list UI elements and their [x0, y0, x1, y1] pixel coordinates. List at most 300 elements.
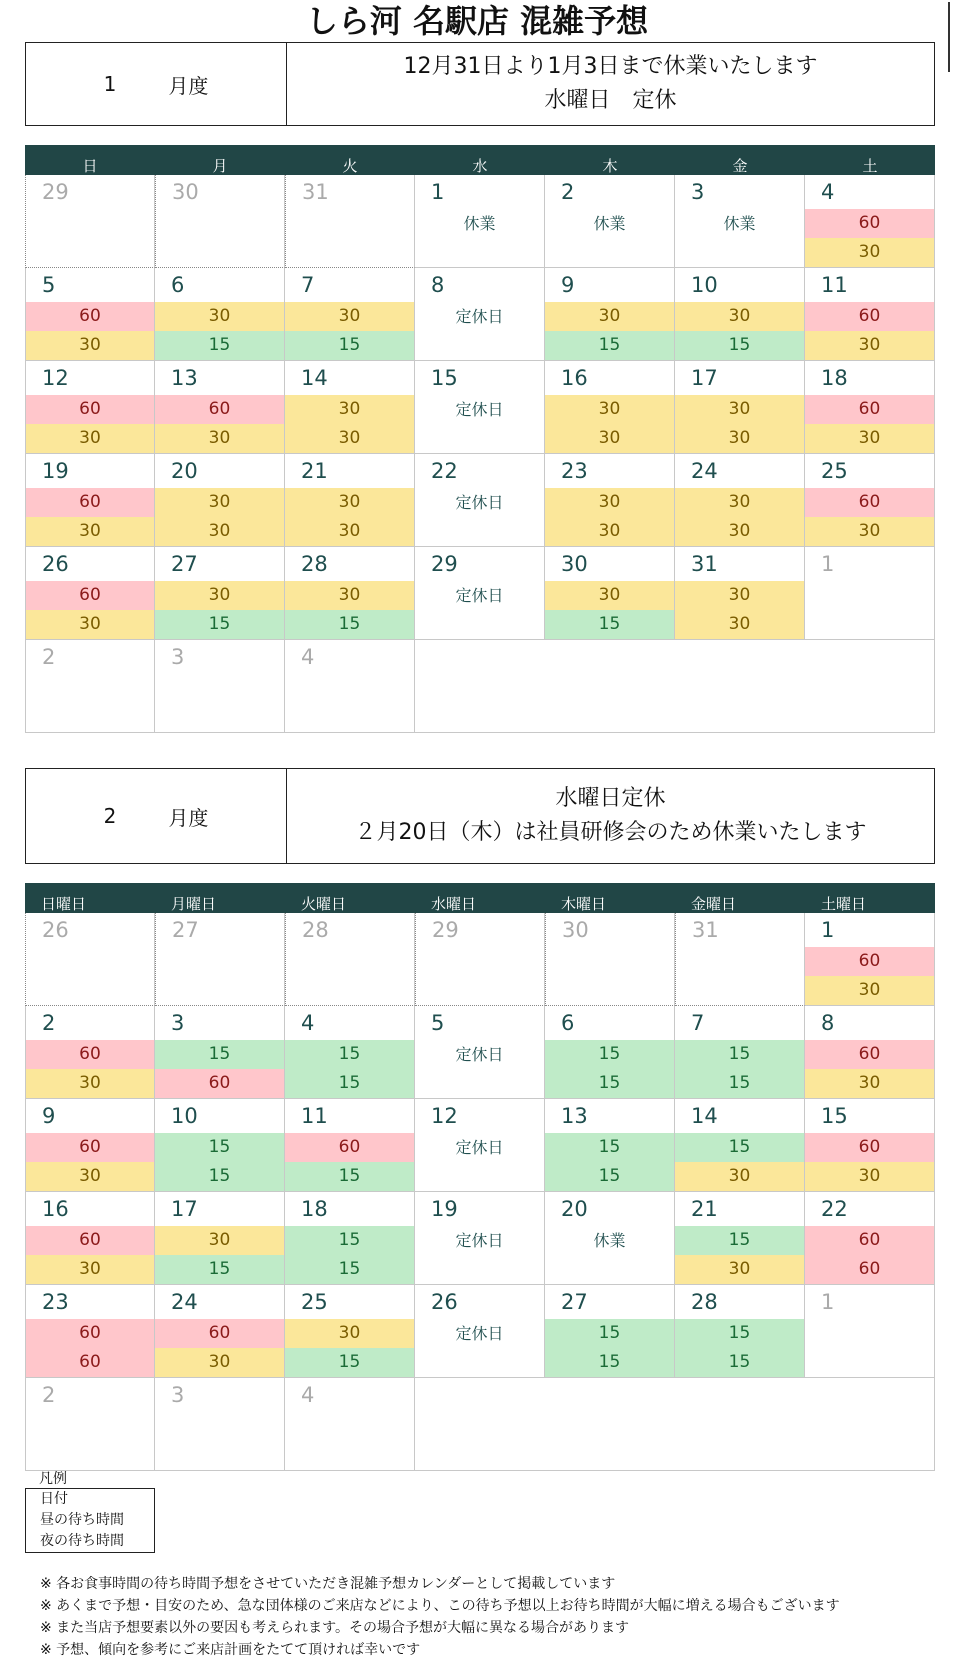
- day-status-label: 定休日: [455, 493, 504, 512]
- day-number: 27: [171, 552, 198, 576]
- day-cell: [155, 1285, 285, 1378]
- jan-notice-line: 12月31日より1月3日まで休業いたします: [403, 54, 818, 79]
- day-cell: [155, 1192, 285, 1285]
- day-cell: [805, 1006, 935, 1099]
- day-cell: [285, 361, 415, 454]
- weekday-label: 日: [82, 157, 98, 175]
- day-number: 9: [42, 1104, 56, 1128]
- lunch-wait-time: 60: [26, 395, 154, 424]
- day-number: 2: [42, 1383, 56, 1407]
- day-cell: [805, 1285, 935, 1378]
- dinner-wait-time: 30: [285, 517, 414, 546]
- day-cell: [805, 268, 935, 361]
- day-number: 24: [171, 1290, 198, 1314]
- day-cell: [415, 547, 545, 640]
- dinner-wait-time: 30: [675, 517, 804, 546]
- day-number: 21: [691, 1197, 718, 1221]
- day-cell: [285, 1192, 415, 1285]
- lunch-wait-time: 30: [285, 488, 414, 517]
- day-number: 30: [562, 918, 589, 942]
- day-cell: [675, 1099, 805, 1192]
- dinner-wait-time: 30: [675, 1162, 804, 1191]
- day-number: 4: [821, 180, 835, 204]
- day-number: 8: [431, 273, 445, 297]
- dinner-wait-time: 30: [26, 610, 154, 639]
- lunch-wait-time: 15: [675, 1133, 804, 1162]
- day-cell: [25, 1192, 155, 1285]
- lunch-wait-time: 30: [545, 581, 674, 610]
- lunch-wait-time: 60: [805, 395, 934, 424]
- day-cell: [25, 1285, 155, 1378]
- day-number: 7: [301, 273, 315, 297]
- day-cell: [675, 1006, 805, 1099]
- dinner-wait-time: 15: [155, 1162, 284, 1191]
- day-cell: [25, 268, 155, 361]
- day-number: 19: [42, 459, 69, 483]
- jan-calendar: [25, 145, 935, 733]
- legend-title: 凡例: [39, 1471, 67, 1487]
- day-cell: [545, 175, 675, 268]
- day-number: 27: [561, 1290, 588, 1314]
- day-cell: [25, 1378, 155, 1471]
- day-status-label: 休業: [593, 214, 626, 233]
- day-cell: [285, 1099, 415, 1192]
- lunch-wait-time: 15: [675, 1040, 804, 1069]
- weekday-label: 水: [472, 157, 488, 175]
- day-number: 26: [431, 1290, 458, 1314]
- day-number: 10: [691, 273, 718, 297]
- day-cell: [545, 454, 675, 547]
- lunch-wait-time: 30: [675, 395, 804, 424]
- dinner-wait-time: 30: [805, 424, 934, 453]
- day-cell: [155, 1378, 285, 1471]
- dinner-wait-time: 15: [285, 331, 414, 360]
- day-cell: [415, 1192, 545, 1285]
- day-number: 31: [302, 180, 329, 204]
- feb-notice-line: ２月20日（木）は社員研修会のため休業いたします: [354, 820, 867, 845]
- day-number: 2: [42, 1011, 56, 1035]
- feb-calendar: [25, 883, 935, 1471]
- lunch-wait-time: 15: [545, 1040, 674, 1069]
- dinner-wait-time: 15: [155, 331, 284, 360]
- day-status-label: 定休日: [455, 307, 504, 326]
- day-number: 1: [431, 180, 445, 204]
- lunch-wait-time: 60: [26, 1133, 154, 1162]
- day-cell: [415, 175, 545, 268]
- day-number: 22: [821, 1197, 848, 1221]
- day-cell: [805, 361, 935, 454]
- day-number: 5: [42, 273, 56, 297]
- footnote: ※ 各お食事時間の待ち時間予想をさせていただき混雑予想カレンダーとして掲載しています: [40, 1576, 616, 1592]
- lunch-wait-time: 15: [285, 1040, 414, 1069]
- weekday-label: 火: [342, 157, 358, 175]
- day-number: 13: [171, 366, 198, 390]
- day-cell: [155, 547, 285, 640]
- day-number: 11: [301, 1104, 328, 1128]
- day-cell: [415, 1285, 545, 1378]
- day-cell: [675, 268, 805, 361]
- day-number: 14: [301, 366, 328, 390]
- dinner-wait-time: 15: [285, 1348, 414, 1377]
- day-cell: [285, 913, 415, 1006]
- lunch-wait-time: 60: [26, 302, 154, 331]
- dinner-wait-time: 30: [285, 424, 414, 453]
- legend: [25, 1470, 155, 1553]
- lunch-wait-time: 30: [545, 302, 674, 331]
- lunch-wait-time: 15: [545, 1133, 674, 1162]
- feb-calendar-grid: [25, 913, 935, 1471]
- edge-marker: [948, 2, 950, 72]
- lunch-wait-time: 30: [155, 581, 284, 610]
- day-cell: [545, 268, 675, 361]
- day-number: 19: [431, 1197, 458, 1221]
- lunch-wait-time: 30: [545, 395, 674, 424]
- lunch-wait-time: 60: [805, 1226, 934, 1255]
- dinner-wait-time: 30: [545, 424, 674, 453]
- day-cell: [285, 1378, 415, 1471]
- legend-item-lunch: 昼の待ち時間: [40, 1512, 124, 1528]
- day-cell: [415, 454, 545, 547]
- day-number: 2: [561, 180, 575, 204]
- lunch-wait-time: 60: [26, 1040, 154, 1069]
- lunch-wait-time: 60: [155, 1319, 284, 1348]
- day-cell: [415, 361, 545, 454]
- day-number: 15: [431, 366, 458, 390]
- day-number: 26: [42, 918, 69, 942]
- day-status-label: 定休日: [455, 1231, 504, 1250]
- day-number: 28: [302, 918, 329, 942]
- lunch-wait-time: 15: [545, 1319, 674, 1348]
- footnote: ※ また当店予想要素以外の要因も考えられます。その場合予想が大幅に異なる場合があります: [40, 1620, 630, 1636]
- dinner-wait-time: 30: [26, 331, 154, 360]
- day-number: 30: [172, 180, 199, 204]
- lunch-wait-time: 30: [545, 488, 674, 517]
- day-number: 30: [561, 552, 588, 576]
- legend-item-dinner: 夜の待ち時間: [40, 1533, 124, 1549]
- day-number: 4: [301, 1011, 315, 1035]
- day-cell: [285, 268, 415, 361]
- dinner-wait-time: 30: [805, 1162, 934, 1191]
- day-number: 22: [431, 459, 458, 483]
- lunch-wait-time: 30: [155, 302, 284, 331]
- feb-notice-line: 水曜日定休: [555, 786, 666, 811]
- day-cell: [155, 268, 285, 361]
- feb-header: [25, 768, 935, 864]
- day-number: 13: [561, 1104, 588, 1128]
- dinner-wait-time: 15: [285, 1162, 414, 1191]
- day-number: 10: [171, 1104, 198, 1128]
- day-status-label: 休業: [463, 214, 496, 233]
- dinner-wait-time: 15: [155, 610, 284, 639]
- day-cell: [155, 913, 285, 1006]
- day-number: 3: [171, 645, 185, 669]
- dinner-wait-time: 30: [805, 238, 934, 267]
- day-cell: [155, 361, 285, 454]
- day-status-label: 定休日: [455, 1045, 504, 1064]
- lunch-wait-time: 15: [155, 1040, 284, 1069]
- day-cell: [805, 547, 935, 640]
- day-number: 28: [691, 1290, 718, 1314]
- lunch-wait-time: 60: [805, 947, 934, 976]
- day-status-label: 定休日: [455, 1324, 504, 1343]
- lunch-wait-time: 30: [285, 395, 414, 424]
- lunch-wait-time: 15: [285, 1226, 414, 1255]
- day-cell: [25, 1006, 155, 1099]
- lunch-wait-time: 60: [805, 209, 934, 238]
- day-number: 20: [171, 459, 198, 483]
- dinner-wait-time: 15: [545, 1348, 674, 1377]
- weekday-label: 金: [732, 157, 748, 175]
- jan-header: [25, 42, 935, 126]
- day-number: 29: [42, 180, 69, 204]
- lunch-wait-time: 60: [26, 1319, 154, 1348]
- day-number: 26: [42, 552, 69, 576]
- lunch-wait-time: 30: [675, 302, 804, 331]
- day-number: 11: [821, 273, 848, 297]
- day-cell: [25, 361, 155, 454]
- day-cell: [155, 454, 285, 547]
- day-number: 6: [561, 1011, 575, 1035]
- feb-month-box: [26, 769, 287, 863]
- weekday-label: 火曜日: [301, 895, 347, 913]
- lunch-wait-time: 60: [805, 302, 934, 331]
- day-number: 4: [301, 1383, 315, 1407]
- day-number: 9: [561, 273, 575, 297]
- weekday-label: 月曜日: [171, 895, 217, 913]
- day-status-label: 定休日: [455, 586, 504, 605]
- feb-weekday-header: [25, 883, 935, 913]
- day-number: 28: [301, 552, 328, 576]
- day-status-label: 定休日: [455, 1138, 504, 1157]
- day-status-label: 休業: [723, 214, 756, 233]
- dinner-wait-time: 30: [26, 1069, 154, 1098]
- day-number: 14: [691, 1104, 718, 1128]
- dinner-wait-time: 15: [675, 1069, 804, 1098]
- dinner-wait-time: 15: [545, 1162, 674, 1191]
- weekday-label: 月: [212, 157, 228, 175]
- dinner-wait-time: 30: [675, 610, 804, 639]
- lunch-wait-time: 60: [155, 395, 284, 424]
- day-number: 23: [42, 1290, 69, 1314]
- day-cell: [25, 913, 155, 1006]
- day-cell: [415, 1006, 545, 1099]
- lunch-wait-time: 15: [675, 1226, 804, 1255]
- weekday-label: 水曜日: [431, 895, 477, 913]
- day-number: 16: [42, 1197, 69, 1221]
- lunch-wait-time: 30: [675, 581, 804, 610]
- page-title: しら河 名駅店 混雑予想: [305, 2, 649, 40]
- dinner-wait-time: 30: [155, 424, 284, 453]
- lunch-wait-time: 60: [26, 1226, 154, 1255]
- dinner-wait-time: 30: [675, 1255, 804, 1284]
- day-number: 31: [692, 918, 719, 942]
- day-cell: [415, 1099, 545, 1192]
- day-number: 8: [821, 1011, 835, 1035]
- jan-notice-line: 水曜日 定休: [544, 88, 677, 113]
- day-cell: [805, 913, 935, 1006]
- day-number: 1: [821, 552, 835, 576]
- day-cell: [545, 547, 675, 640]
- day-cell: [25, 640, 155, 733]
- dinner-wait-time: 30: [26, 1255, 154, 1284]
- day-number: 20: [561, 1197, 588, 1221]
- day-cell: [155, 640, 285, 733]
- weekday-label: 土: [862, 157, 878, 175]
- legend-item-date: 日付: [40, 1491, 68, 1507]
- dinner-wait-time: 30: [26, 1162, 154, 1191]
- dinner-wait-time: 60: [805, 1255, 934, 1284]
- day-cell: [545, 1192, 675, 1285]
- lunch-wait-time: 15: [155, 1133, 284, 1162]
- day-number: 17: [171, 1197, 198, 1221]
- day-number: 23: [561, 459, 588, 483]
- day-number: 18: [301, 1197, 328, 1221]
- lunch-wait-time: 30: [285, 302, 414, 331]
- day-cell: [285, 175, 415, 268]
- lunch-wait-time: 30: [285, 1319, 414, 1348]
- day-number: 17: [691, 366, 718, 390]
- empty-area: [415, 1378, 935, 1471]
- day-cell: [155, 175, 285, 268]
- weekday-label: 金曜日: [691, 895, 737, 913]
- dinner-wait-time: 30: [805, 1069, 934, 1098]
- day-number: 1: [821, 918, 835, 942]
- day-cell: [545, 1006, 675, 1099]
- day-cell: [805, 175, 935, 268]
- day-number: 3: [691, 180, 705, 204]
- jan-month-box: [26, 43, 287, 125]
- day-number: 4: [301, 645, 315, 669]
- dinner-wait-time: 15: [155, 1255, 284, 1284]
- jan-weekday-header: [25, 145, 935, 175]
- lunch-wait-time: 60: [285, 1133, 414, 1162]
- day-number: 15: [821, 1104, 848, 1128]
- lunch-wait-time: 30: [155, 488, 284, 517]
- lunch-wait-time: 60: [26, 581, 154, 610]
- day-cell: [285, 1006, 415, 1099]
- day-number: 12: [42, 366, 69, 390]
- day-cell: [25, 547, 155, 640]
- day-cell: [155, 1099, 285, 1192]
- feb-notice: [287, 769, 934, 863]
- day-cell: [675, 547, 805, 640]
- day-cell: [155, 1006, 285, 1099]
- day-cell: [545, 361, 675, 454]
- day-number: 25: [301, 1290, 328, 1314]
- day-cell: [285, 454, 415, 547]
- day-cell: [675, 454, 805, 547]
- day-cell: [285, 547, 415, 640]
- lunch-wait-time: 60: [26, 488, 154, 517]
- dinner-wait-time: 15: [675, 1348, 804, 1377]
- footnote: ※ あくまで予想・目安のため、急な団体様のご来店などにより、この待ち予想以上お待ち時間が大幅に増える場合もございます: [40, 1598, 840, 1614]
- day-cell: [415, 268, 545, 361]
- weekday-label: 土曜日: [821, 895, 867, 913]
- day-cell: [545, 913, 675, 1006]
- lunch-wait-time: 30: [285, 581, 414, 610]
- day-number: 18: [821, 366, 848, 390]
- day-cell: [805, 1099, 935, 1192]
- dinner-wait-time: 60: [155, 1069, 284, 1098]
- dinner-wait-time: 15: [285, 610, 414, 639]
- dinner-wait-time: 15: [545, 331, 674, 360]
- day-number: 7: [691, 1011, 705, 1035]
- dinner-wait-time: 15: [675, 331, 804, 360]
- day-number: 21: [301, 459, 328, 483]
- dinner-wait-time: 30: [155, 517, 284, 546]
- day-cell: [25, 454, 155, 547]
- day-cell: [415, 913, 545, 1006]
- jan-notice: [287, 43, 934, 125]
- weekday-label: 日曜日: [41, 895, 87, 913]
- jan-calendar-grid: [25, 175, 935, 733]
- dinner-wait-time: 30: [545, 517, 674, 546]
- feb-month-label: 月度: [168, 805, 209, 830]
- dinner-wait-time: 15: [545, 1069, 674, 1098]
- day-cell: [675, 1192, 805, 1285]
- lunch-wait-time: 60: [805, 488, 934, 517]
- day-number: 31: [691, 552, 718, 576]
- day-cell: [805, 454, 935, 547]
- day-number: 12: [431, 1104, 458, 1128]
- lunch-wait-time: 60: [805, 1040, 934, 1069]
- day-cell: [675, 175, 805, 268]
- day-cell: [285, 1285, 415, 1378]
- day-cell: [25, 1099, 155, 1192]
- dinner-wait-time: 30: [26, 424, 154, 453]
- day-cell: [805, 1192, 935, 1285]
- day-cell: [25, 175, 155, 268]
- day-status-label: 定休日: [455, 400, 504, 419]
- jan-month-label: 月度: [168, 73, 209, 98]
- weekday-label: 木曜日: [561, 895, 607, 913]
- dinner-wait-time: 15: [285, 1255, 414, 1284]
- dinner-wait-time: 30: [805, 517, 934, 546]
- legend-box: [25, 1488, 155, 1553]
- day-number: 6: [171, 273, 185, 297]
- feb-month-number: 2: [103, 804, 117, 828]
- dinner-wait-time: 30: [805, 331, 934, 360]
- day-status-label: 休業: [593, 1231, 626, 1250]
- day-number: 1: [821, 1290, 835, 1314]
- dinner-wait-time: 30: [805, 976, 934, 1005]
- dinner-wait-time: 60: [26, 1348, 154, 1377]
- lunch-wait-time: 15: [675, 1319, 804, 1348]
- dinner-wait-time: 30: [675, 424, 804, 453]
- dinner-wait-time: 30: [26, 517, 154, 546]
- day-cell: [675, 1285, 805, 1378]
- day-cell: [675, 913, 805, 1006]
- day-cell: [285, 640, 415, 733]
- jan-month-number: 1: [103, 72, 117, 96]
- footnote: ※ 予想、傾向を参考にご来店計画をたてて頂ければ幸いです: [40, 1642, 421, 1658]
- day-number: 27: [172, 918, 199, 942]
- weekday-label: 木: [602, 157, 618, 175]
- day-number: 3: [171, 1011, 185, 1035]
- day-cell: [675, 361, 805, 454]
- empty-area: [415, 640, 935, 733]
- dinner-wait-time: 15: [545, 610, 674, 639]
- day-number: 29: [432, 918, 459, 942]
- day-number: 3: [171, 1383, 185, 1407]
- day-number: 2: [42, 645, 56, 669]
- lunch-wait-time: 30: [675, 488, 804, 517]
- dinner-wait-time: 15: [285, 1069, 414, 1098]
- day-number: 16: [561, 366, 588, 390]
- lunch-wait-time: 30: [155, 1226, 284, 1255]
- day-cell: [545, 1285, 675, 1378]
- lunch-wait-time: 60: [805, 1133, 934, 1162]
